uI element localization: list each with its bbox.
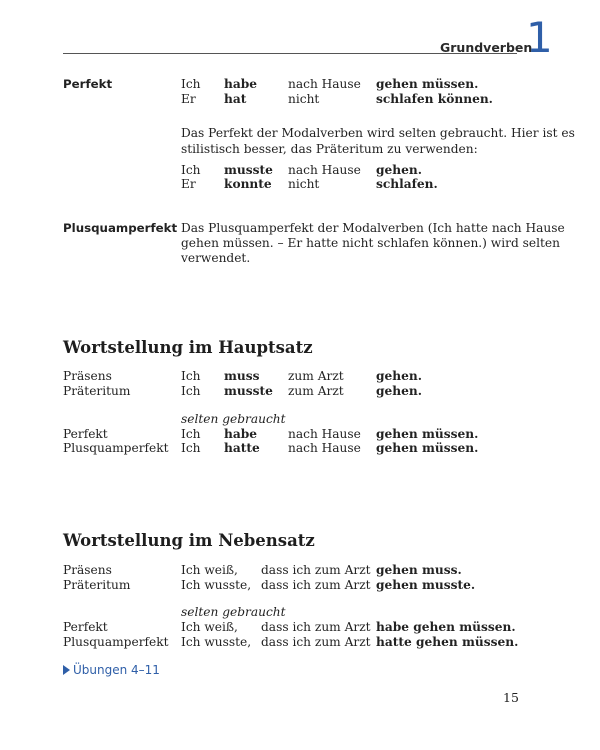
seldom-used-note: selten gebraucht [181,605,286,619]
table-cell: Er [181,177,196,191]
seldom-used-note: selten gebraucht [181,412,286,426]
table-cell: Ich [181,384,201,398]
perfekt-label: Perfekt [63,77,113,91]
table-cell: zum Arzt [288,384,344,398]
table-cell: Ich wusste, [181,578,252,592]
table-cell: Plusquamperfekt [63,441,169,455]
table-cell: Ich wusste, [181,635,252,649]
table-cell: Perfekt [63,620,108,634]
table-cell: dass ich zum Arzt [261,578,371,592]
table-cell: dass ich zum Arzt [261,620,371,634]
table-cell: schlafen können. [376,92,493,106]
table-cell: musste [224,384,273,398]
table-cell: gehen musste. [376,578,476,592]
arrow-right-icon [63,665,70,675]
nebensatz-heading: Wortstellung im Nebensatz [63,531,315,550]
exercise-link-label: Übungen 4–11 [73,663,160,677]
table-cell: nach Hause [288,163,361,177]
table-cell: Präteritum [63,578,131,592]
table-cell: Perfekt [63,427,108,441]
table-cell: Plusquamperfekt [63,635,169,649]
table-cell: zum Arzt [288,369,344,383]
table-cell: Präsens [63,369,112,383]
table-cell: nicht [288,177,320,191]
table-cell: hat [224,92,247,106]
table-cell: Ich [181,163,201,177]
table-cell: konnte [224,177,272,191]
table-cell: gehen müssen. [376,441,479,455]
exercise-link[interactable] [63,663,160,677]
perfekt-note-line: stilistisch besser, das Präteritum zu verwenden: [181,142,478,156]
table-cell: Ich [181,441,201,455]
table-cell: gehen. [376,163,422,177]
table-cell: Ich [181,427,201,441]
table-cell: muss [224,369,260,383]
table-cell: musste [224,163,273,177]
chapter-title: Grundverben [440,40,533,55]
table-cell: Präteritum [63,384,131,398]
table-cell: hatte [224,441,260,455]
plusquamperfekt-text-line: verwendet. [181,251,251,265]
chapter-number: 1 [526,13,553,62]
table-cell: gehen. [376,369,422,383]
table-cell: gehen. [376,384,422,398]
table-cell: hatte gehen müssen. [376,635,519,649]
table-cell: Ich weiß, [181,563,238,577]
table-cell: nach Hause [288,77,361,91]
table-cell: gehen müssen. [376,77,479,91]
table-cell: Ich [181,77,201,91]
hauptsatz-heading: Wortstellung im Hauptsatz [63,338,313,357]
table-cell: habe [224,427,258,441]
plusquamperfekt-label: Plusquamperfekt [63,221,178,235]
table-cell: nach Hause [288,441,361,455]
table-cell: dass ich zum Arzt [261,635,371,649]
perfekt-note-line: Das Perfekt der Modalverben wird selten gebraucht. Hier ist es [181,126,575,140]
table-cell: Präsens [63,563,112,577]
table-cell: dass ich zum Arzt [261,563,371,577]
table-cell: habe gehen müssen. [376,620,516,634]
table-cell: gehen müssen. [376,427,479,441]
plusquamperfekt-text-line: gehen müssen. – Er hatte nicht schlafen können.) wird selten [181,236,560,250]
table-cell: gehen muss. [376,563,462,577]
table-cell: habe [224,77,258,91]
page-number: 15 [503,690,519,705]
table-cell: Er [181,92,196,106]
table-cell: schlafen. [376,177,438,191]
table-cell: nach Hause [288,427,361,441]
plusquamperfekt-text-line: Das Plusquamperfekt der Modalverben (Ich hatte nach Hause [181,221,565,235]
table-cell: Ich [181,369,201,383]
header-divider [63,53,517,54]
table-cell: Ich weiß, [181,620,238,634]
table-cell: nicht [288,92,320,106]
